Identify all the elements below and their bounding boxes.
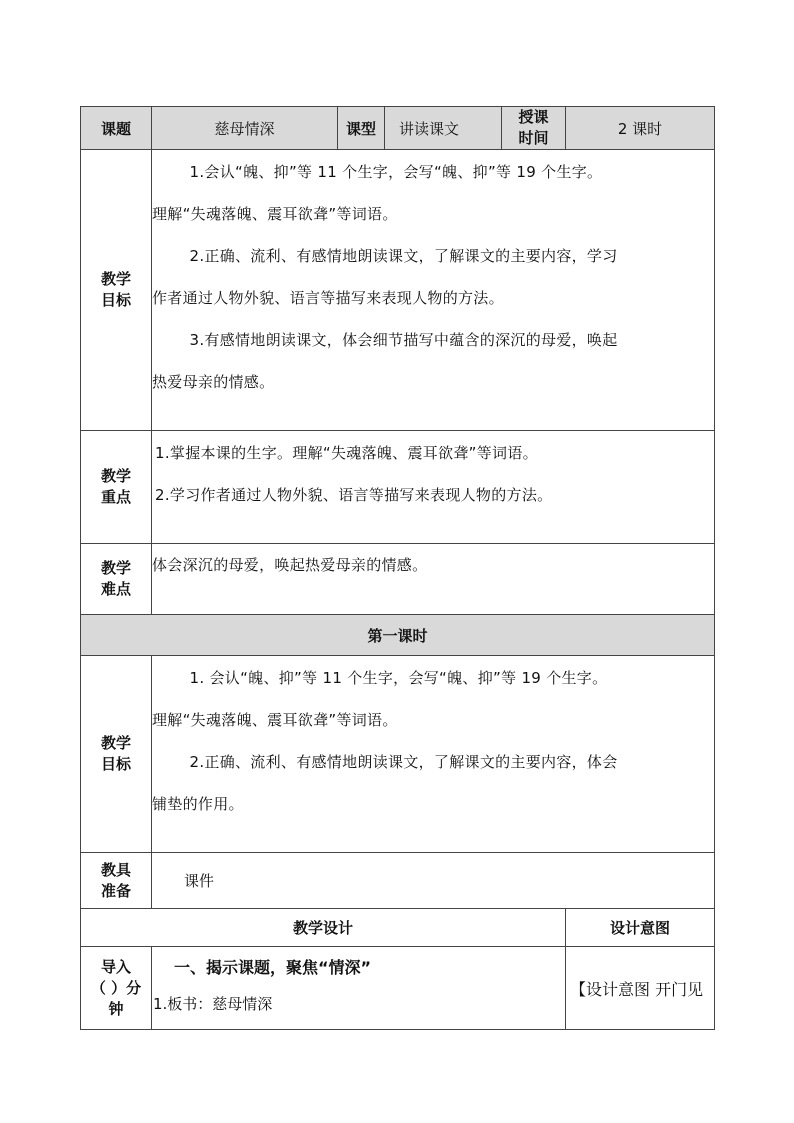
design-header-row	[81, 909, 715, 947]
course-title: 慈母情深	[152, 107, 338, 150]
key-point-item: 2.学习作者通过人物外貌、语言等描写来表现人物的方法。	[155, 486, 553, 504]
difficulties-content	[152, 544, 715, 615]
tools-label-line2: 准备	[100, 881, 131, 900]
lesson1-goal-item: 铺垫的作用。	[152, 795, 244, 813]
lesson-plan-table	[80, 106, 715, 1030]
tools-text: 课件	[152, 853, 715, 909]
intro-label-line3: 钟	[108, 999, 124, 1018]
key-point-item: 1.掌握本课的生字。理解“失魂落魄、震耳欲聋”等词语。	[155, 444, 538, 462]
goal-item: 热爱母亲的情感。	[152, 373, 275, 391]
intent-column-header: 设计意图	[566, 909, 715, 947]
intro-step1: 1.板书：慈母情深	[153, 995, 273, 1013]
key-points-label-line2: 重点	[100, 488, 131, 506]
course-type: 讲读课文	[385, 107, 502, 150]
key-points-row	[81, 431, 715, 544]
goals-content	[152, 150, 715, 431]
lesson1-goal-item: 理解“失魂落魄、震耳欲聋”等词语。	[152, 711, 398, 729]
lesson1-goal-item: 1. 会认“魄、抑”等 11 个生字，会写“魄、抑”等 19 个生字。	[189, 669, 608, 687]
lesson1-goals-label	[81, 656, 152, 853]
difficulties-label	[81, 544, 152, 615]
lesson1-goal-item: 2.正确、流利、有感情地朗读课文，了解课文的主要内容，体会	[189, 753, 618, 771]
intro-heading: 一、揭示课题，聚焦“情深”	[174, 958, 372, 977]
lesson1-goals-row	[81, 656, 715, 853]
difficulties-label-line2: 难点	[100, 580, 131, 598]
lesson1-goals-label-line2: 目标	[100, 755, 131, 773]
intro-intent: 【设计意图 开门见	[566, 947, 715, 1030]
label-title: 课题	[81, 107, 152, 150]
goal-item: 3.有感情地朗读课文，体会细节描写中蕴含的深沉的母爱，唤起	[189, 331, 618, 349]
label-time-line2: 时间	[518, 129, 549, 147]
goals-label-line2: 目标	[100, 291, 131, 309]
difficulties-label-line1: 教学	[100, 559, 131, 577]
key-points-content	[152, 431, 715, 544]
key-points-label-line1: 教学	[100, 467, 131, 485]
key-points-label	[81, 431, 152, 544]
header-row	[81, 107, 715, 150]
intro-row	[81, 947, 715, 1030]
intro-label	[81, 947, 152, 1030]
difficulties-text: 体会深沉的母爱，唤起热爱母亲的情感。	[152, 556, 428, 574]
design-column-header: 教学设计	[81, 909, 566, 947]
goal-item: 1.会认“魄、抑”等 11 个生字，会写“魄、抑”等 19 个生字。	[189, 163, 603, 181]
lesson1-goals-content	[152, 656, 715, 853]
lesson1-title: 第一课时	[81, 615, 715, 656]
goal-item: 2.正确、流利、有感情地朗读课文，了解课文的主要内容，学习	[189, 247, 618, 265]
label-time	[502, 107, 566, 150]
tools-label-line1: 教具	[100, 860, 131, 879]
difficulties-row	[81, 544, 715, 615]
label-time-line1: 授课	[518, 108, 549, 126]
goals-label-line1: 教学	[100, 270, 131, 288]
goals-row	[81, 150, 715, 431]
goals-label	[81, 150, 152, 431]
goal-item: 作者通过人物外貌、语言等描写来表现人物的方法。	[152, 289, 504, 307]
lesson-plan-document	[80, 106, 714, 1030]
intro-label-line2: （ ）分	[90, 978, 142, 997]
lesson1-goals-label-line1: 教学	[100, 734, 131, 752]
tools-label	[81, 853, 152, 909]
goal-item: 理解“失魂落魄、震耳欲聋”等词语。	[152, 205, 398, 223]
tools-row	[81, 853, 715, 909]
label-type: 课型	[338, 107, 385, 150]
intro-content	[152, 947, 566, 1030]
intro-label-line1: 导入	[100, 957, 131, 976]
course-time: 2 课时	[566, 107, 715, 150]
lesson1-title-row	[81, 615, 715, 656]
